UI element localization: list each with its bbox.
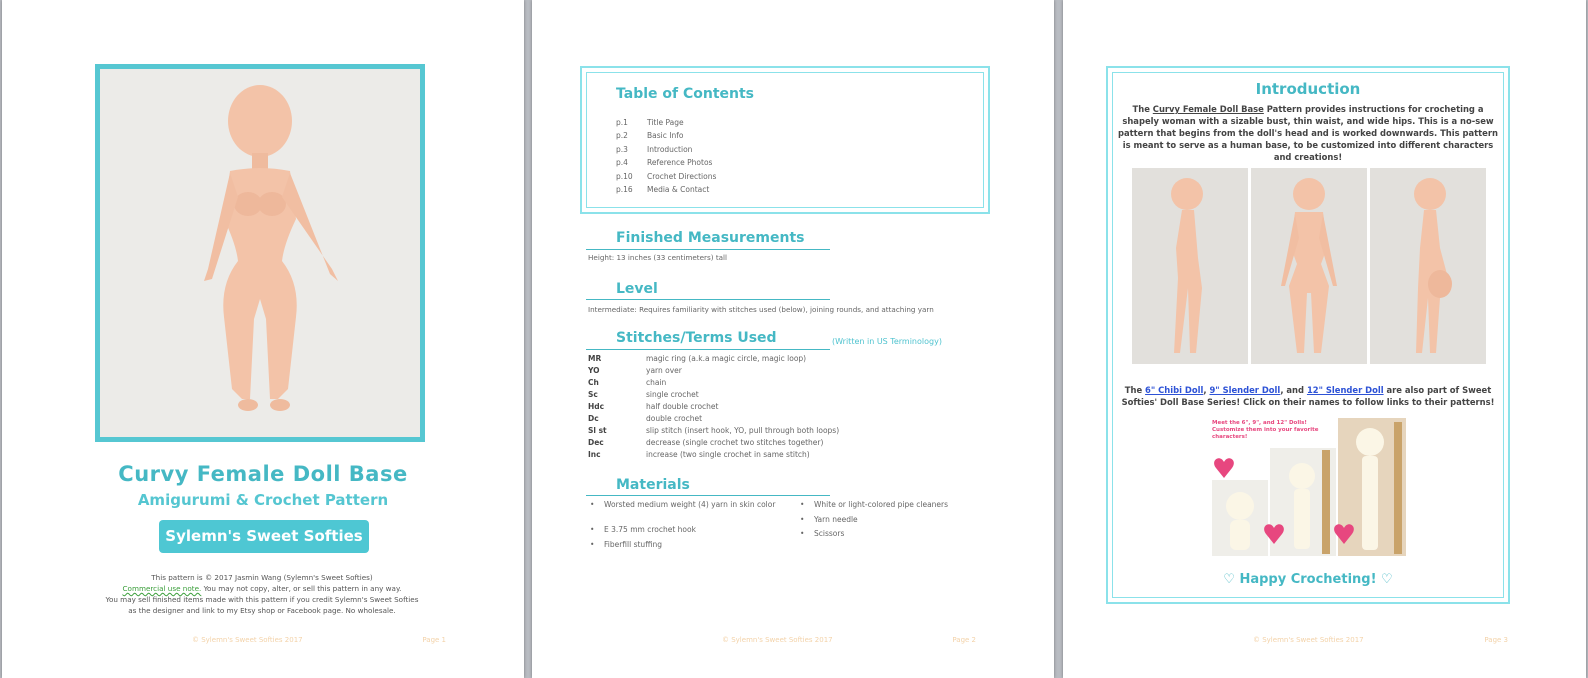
- material-item: • Worsted medium weight (4) yarn in skin color: [590, 500, 776, 509]
- happy-crocheting: ♡ Happy Crocheting! ♡: [1223, 572, 1393, 587]
- term-row: Ch chain: [588, 378, 667, 387]
- series-paragraph: The 6" Chibi Doll, 9" Slender Doll, and 12" Slender Doll are also part of Sweet Softies' Doll Base Series! Click on their names to follow links to their patterns!: [1121, 385, 1495, 407]
- note-line-2: You may not copy, alter, or sell this pattern in any way.: [201, 584, 402, 593]
- note-line-1: This pattern is © 2017 Jasmin Wang (Sylemn's Sweet Softies): [151, 573, 373, 582]
- slender-12-link[interactable]: 12" Slender Doll: [1306, 385, 1384, 395]
- cover-subtitle: Amigurumi & Crochet Pattern: [137, 491, 389, 509]
- divider: [586, 349, 830, 350]
- material-item: • White or light-colored pipe cleaners: [800, 500, 949, 509]
- brand-badge: Sylemn's Sweet Softies: [159, 520, 369, 553]
- footer-page-number: Page 3: [1484, 636, 1508, 644]
- intro-title: Introduction: [1255, 80, 1361, 98]
- footer-copyright: © Sylemn's Sweet Softies 2017: [722, 636, 833, 644]
- footer-copyright: © Sylemn's Sweet Softies 2017: [192, 636, 303, 644]
- toc-item[interactable]: p.4 Reference Photos: [616, 158, 713, 167]
- divider: [586, 249, 830, 250]
- term-row: Sc single crochet: [588, 390, 699, 399]
- note-line-3: You may sell finished items made with this pattern if you credit Sylemn's Sweet Softies: [105, 595, 419, 604]
- toc-item[interactable]: p.1 Title Page: [616, 118, 684, 127]
- term-row: Hdc half double crochet: [588, 402, 719, 411]
- finished-heading: Finished Measurements: [616, 230, 805, 246]
- toc-item[interactable]: p.10 Crochet Directions: [616, 172, 717, 181]
- slender-9-link[interactable]: 9" Slender Doll: [1209, 385, 1281, 395]
- divider: [586, 495, 830, 496]
- collage-caption: Meet the 6", 9", and 12" Dolls! Customize them into your favorite characters!: [1212, 420, 1319, 440]
- term-row: Sl st slip stitch (insert hook, YO, pull through both loops): [588, 426, 840, 435]
- term-row: MR magic ring (a.k.a magic circle, magic loop): [588, 354, 807, 363]
- footer-copyright: © Sylemn's Sweet Softies 2017: [1253, 636, 1364, 644]
- doll-series-collage: [1210, 418, 1406, 556]
- doll-illustration: [100, 69, 420, 437]
- material-item: • Fiberfill stuffing: [590, 540, 662, 549]
- term-row: Dec decrease (single crochet two stitches together): [588, 438, 824, 447]
- copyright-note: [72, 572, 452, 616]
- materials-heading: Materials: [616, 477, 690, 493]
- level-text: Intermediate: Requires familiarity with stitches used (below), joining rounds, and attaching yarn: [588, 305, 934, 314]
- material-item: • Scissors: [800, 529, 845, 538]
- chibi-doll-link[interactable]: 6" Chibi Doll: [1145, 385, 1204, 395]
- term-row: Inc increase (two single crochet in same stitch): [588, 450, 810, 459]
- terminology-note: (Written in US Terminology): [832, 337, 942, 346]
- intro-paragraph: The Curvy Female Doll Base Pattern provides instructions for crocheting a shapely woman with a sizable bust, thin waist, and wide hips. This is a no-sew pattern that begins from the doll's head and is worked downwards. This pattern is meant to serve as a human base, to be customized into different characters and creations!: [1118, 104, 1498, 162]
- toc-title: Table of Contents: [616, 86, 755, 102]
- footer-page-number: Page 2: [952, 636, 976, 644]
- cover-title: Curvy Female Doll Base: [118, 462, 408, 486]
- term-row: YO yarn over: [588, 366, 682, 375]
- footer-page-number: Page 1: [422, 636, 446, 644]
- page-1: [2, 0, 524, 678]
- cover-photo: [95, 64, 425, 442]
- toc-item[interactable]: p.2 Basic Info: [616, 131, 684, 140]
- doll-photo-back: [1370, 168, 1486, 364]
- finished-text: Height: 13 inches (33 centimeters) tall: [588, 253, 728, 262]
- stitches-heading: Stitches/Terms Used: [616, 330, 777, 346]
- material-item: • E 3.75 mm crochet hook: [590, 525, 696, 534]
- note-line-4: as the designer and link to my Etsy shop or Facebook page. No wholesale.: [128, 606, 396, 615]
- pattern-name-link[interactable]: Curvy Female Doll Base: [1152, 104, 1264, 114]
- note-strike: Commercial use note.: [122, 584, 202, 593]
- toc-item[interactable]: p.3 Introduction: [616, 145, 693, 154]
- doll-photo-side: [1132, 168, 1248, 364]
- doll-photo-front: [1251, 168, 1367, 364]
- toc-item[interactable]: p.16 Media & Contact: [616, 185, 710, 194]
- divider: [586, 299, 830, 300]
- term-row: Dc double crochet: [588, 414, 703, 423]
- material-item: • Yarn needle: [800, 515, 858, 524]
- level-heading: Level: [616, 281, 658, 297]
